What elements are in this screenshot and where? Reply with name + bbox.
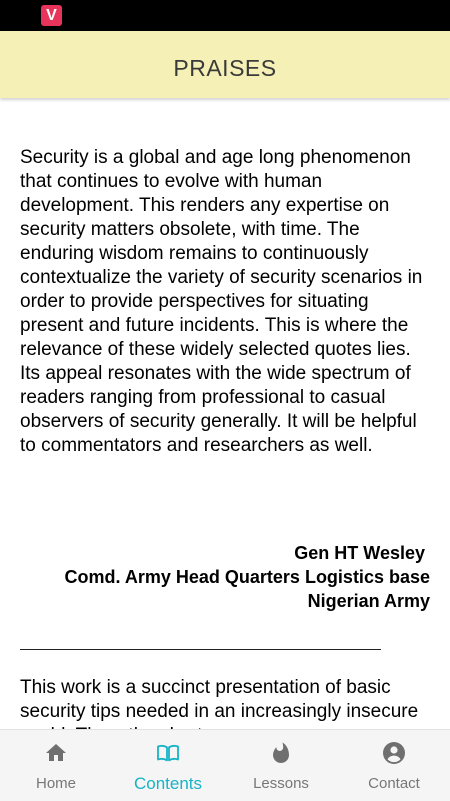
nav-contact[interactable] xyxy=(338,730,450,801)
nav-lessons[interactable] xyxy=(225,730,337,801)
flame-icon xyxy=(269,741,293,765)
praise-paragraph: Security is a global and age long phenomenon that continues to evolve with human development. This renders any expertise on security matters obsolete, with time. The enduring wisdom remains to continuously contextualize the variety of security scenarios in order to provide perspectives for situating present and future incidents. This is where the relevance of these widely selected quotes lies. Its appeal resonates with the wide spectrum of readers ranging from professional to casual observers of security generally. It will be helpful to commentators and researchers as well. xyxy=(20,147,423,456)
content-scroll-area[interactable] xyxy=(0,98,450,729)
bottom-navigation xyxy=(0,729,450,801)
signature-name: Gen HT Wesley xyxy=(294,543,425,563)
praise-paragraph-2: This work is a succinct presentation of basic security tips needed in an increasingly insecure xyxy=(20,677,419,722)
account-icon xyxy=(382,741,406,765)
nav-home-label: Home xyxy=(35,775,76,792)
app-bar xyxy=(0,31,450,98)
page-title: PRAISES xyxy=(173,55,277,81)
book-icon xyxy=(156,741,180,765)
nav-lessons-label: Lessons xyxy=(253,775,309,792)
app-notification-icon: V xyxy=(41,5,62,26)
nav-contents[interactable] xyxy=(112,730,224,801)
divider xyxy=(20,649,381,650)
signature-organization: Nigerian Army xyxy=(307,591,430,611)
home-icon xyxy=(44,741,68,765)
nav-contact-label: Contact xyxy=(368,775,420,792)
nav-contents-label: Contents xyxy=(133,774,203,793)
nav-home[interactable] xyxy=(0,730,112,801)
signature-title: Comd. Army Head Quarters Logistics base xyxy=(64,567,430,587)
status-bar xyxy=(0,0,450,31)
